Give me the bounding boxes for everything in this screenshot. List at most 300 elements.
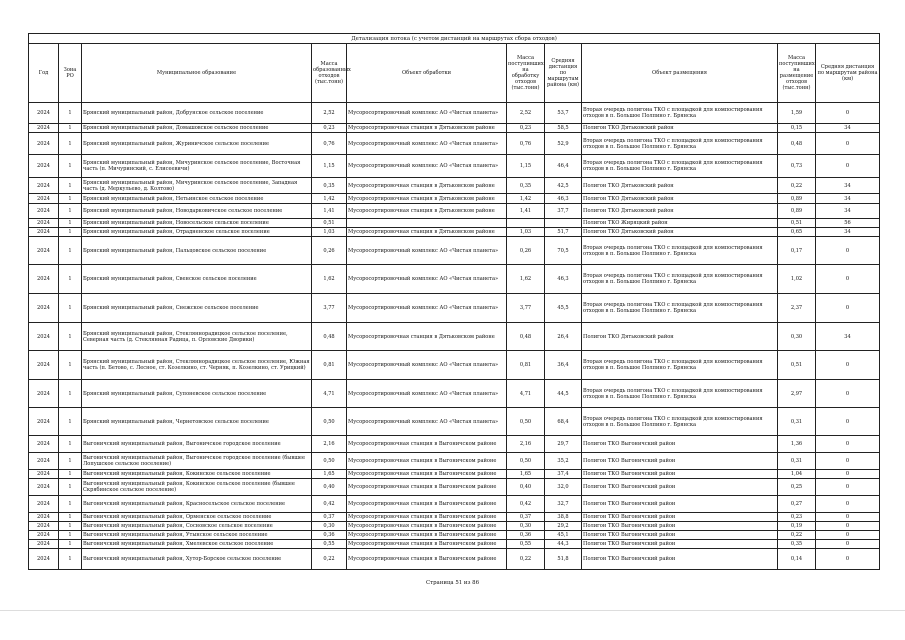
cell-mass-generated: 0,40 xyxy=(312,479,347,496)
cell-mass-generated: 0,23 xyxy=(312,124,347,133)
cell-mass-disposed: 2,37 xyxy=(778,294,816,323)
cell-year: 2024 xyxy=(29,408,59,436)
cell-mass-generated: 1,03 xyxy=(312,228,347,237)
cell-municipality: Брянский муниципальный район, Чернетовское сельское поселение xyxy=(82,408,312,436)
cell-disposal-object: Полигон ТКО Выгоничский район xyxy=(582,522,778,531)
cell-disposal-object: Полигон ТКО Выгоничский район xyxy=(582,540,778,549)
cell-distance-disposal: 0 xyxy=(816,453,880,470)
table-row xyxy=(29,237,880,265)
cell-year: 2024 xyxy=(29,479,59,496)
cell-year: 2024 xyxy=(29,194,59,204)
cell-mass-processed: 1,62 xyxy=(507,265,545,294)
table-body xyxy=(29,103,880,570)
cell-year: 2024 xyxy=(29,219,59,228)
cell-zone: 1 xyxy=(59,178,82,194)
cell-year: 2024 xyxy=(29,204,59,219)
column-header: Масса образованных отходов (тыс.тонн) xyxy=(312,44,347,103)
cell-distance-processing: 44,3 xyxy=(545,540,582,549)
cell-distance-disposal: 0 xyxy=(816,522,880,531)
cell-processing-object: Мусоросортировочный комплекс АО «Чистая планета» xyxy=(347,265,507,294)
table-row xyxy=(29,103,880,124)
cell-distance-processing: 46,3 xyxy=(545,194,582,204)
cell-year: 2024 xyxy=(29,496,59,513)
cell-processing-object: Мусоросортировочный комплекс АО «Чистая планета» xyxy=(347,351,507,380)
cell-mass-disposed: 1,04 xyxy=(778,470,816,479)
table-row xyxy=(29,453,880,470)
cell-mass-disposed: 0,30 xyxy=(778,323,816,351)
cell-mass-processed: 0,26 xyxy=(507,237,545,265)
cell-mass-processed: 1,03 xyxy=(507,228,545,237)
cell-distance-processing: 45,1 xyxy=(545,531,582,540)
cell-processing-object: Мусоросортировочная станция в Выгоничском районе xyxy=(347,479,507,496)
cell-distance-processing: 29,7 xyxy=(545,436,582,453)
cell-municipality: Выгоничский муниципальный район, Кокинское сельское поселение (бывшее Скрябинское сельское поселение) xyxy=(82,479,312,496)
cell-distance-processing: 35,2 xyxy=(545,453,582,470)
cell-distance-disposal: 34 xyxy=(816,178,880,194)
cell-mass-processed: 1,15 xyxy=(507,155,545,178)
cell-zone: 1 xyxy=(59,194,82,204)
cell-distance-processing: 29,2 xyxy=(545,522,582,531)
table-row xyxy=(29,531,880,540)
cell-mass-generated: 0,26 xyxy=(312,237,347,265)
cell-municipality: Брянский муниципальный район, Стекляннорадицкое сельское поселение, Южная часть (п. Бетово, с. Лесное, ст. Козелкино, ст. Черняк, п. Козелкино, ст. Урицкий) xyxy=(82,351,312,380)
cell-municipality: Выгоничский муниципальный район, Красносельское сельское поселение xyxy=(82,496,312,513)
cell-mass-processed: 0,23 xyxy=(507,124,545,133)
cell-mass-processed: 0,36 xyxy=(507,531,545,540)
cell-distance-processing: 38,8 xyxy=(545,513,582,522)
column-header: Зона РО xyxy=(59,44,82,103)
cell-distance-processing: 26,4 xyxy=(545,323,582,351)
cell-disposal-object: Вторая очередь полигона ТКО с площадкой для компостирования отходов в п. Большое Полпино г. Брянска xyxy=(582,294,778,323)
table-super-header: Детализация потока (с учетом дистанций на маршрутах сбора отходов) xyxy=(29,34,880,44)
cell-disposal-object: Вторая очередь полигона ТКО с площадкой для компостирования отходов в п. Большое Полпино г. Брянска xyxy=(582,380,778,408)
cell-mass-processed: 0,55 xyxy=(507,540,545,549)
cell-year: 2024 xyxy=(29,323,59,351)
cell-mass-disposed: 0,35 xyxy=(778,540,816,549)
cell-mass-disposed: 1,02 xyxy=(778,265,816,294)
table-row xyxy=(29,265,880,294)
cell-mass-disposed: 0,89 xyxy=(778,204,816,219)
cell-disposal-object: Вторая очередь полигона ТКО с площадкой для компостирования отходов в п. Большое Полпино г. Брянска xyxy=(582,155,778,178)
cell-disposal-object: Вторая очередь полигона ТКО с площадкой для компостирования отходов в п. Большое Полпино г. Брянска xyxy=(582,237,778,265)
cell-mass-generated: 0,36 xyxy=(312,531,347,540)
cell-distance-disposal: 0 xyxy=(816,380,880,408)
cell-year: 2024 xyxy=(29,124,59,133)
cell-processing-object: Мусоросортировочная станция в Выгоничском районе xyxy=(347,549,507,570)
cell-distance-processing: 46,3 xyxy=(545,265,582,294)
cell-mass-processed: 1,41 xyxy=(507,204,545,219)
cell-mass-generated: 1,15 xyxy=(312,155,347,178)
cell-year: 2024 xyxy=(29,103,59,124)
cell-mass-disposed: 0,22 xyxy=(778,178,816,194)
cell-mass-processed: 0,35 xyxy=(507,178,545,194)
page-footer: Страница 51 из 86 xyxy=(425,580,480,586)
cell-year: 2024 xyxy=(29,178,59,194)
cell-municipality: Брянский муниципальный район, Добрунское сельское поселение xyxy=(82,103,312,124)
cell-municipality: Брянский муниципальный район, Новодарковичское сельское поселение xyxy=(82,204,312,219)
flow-detail-table xyxy=(28,33,880,570)
cell-mass-generated: 0,37 xyxy=(312,513,347,522)
cell-distance-disposal: 0 xyxy=(816,540,880,549)
cell-year: 2024 xyxy=(29,522,59,531)
cell-mass-processed xyxy=(507,219,545,228)
cell-mass-generated: 3,77 xyxy=(312,294,347,323)
cell-zone: 1 xyxy=(59,531,82,540)
cell-mass-processed: 0,37 xyxy=(507,513,545,522)
cell-processing-object: Мусоросортировочная станция в Дятьковском районе xyxy=(347,323,507,351)
cell-year: 2024 xyxy=(29,155,59,178)
cell-mass-disposed: 0,19 xyxy=(778,522,816,531)
cell-mass-disposed: 2,97 xyxy=(778,380,816,408)
cell-mass-disposed: 0,25 xyxy=(778,479,816,496)
cell-processing-object: Мусоросортировочная станция в Выгоничском районе xyxy=(347,531,507,540)
cell-mass-disposed: 0,51 xyxy=(778,351,816,380)
cell-distance-disposal: 0 xyxy=(816,479,880,496)
cell-mass-generated: 4,71 xyxy=(312,380,347,408)
cell-year: 2024 xyxy=(29,513,59,522)
cell-mass-generated: 1,42 xyxy=(312,194,347,204)
table-row xyxy=(29,513,880,522)
cell-disposal-object: Полигон ТКО Выгоничский район xyxy=(582,453,778,470)
cell-municipality: Выгоничский муниципальный район, Выгоничское городское поселение xyxy=(82,436,312,453)
cell-year: 2024 xyxy=(29,294,59,323)
cell-municipality: Брянский муниципальный район, Супоневское сельское поселение xyxy=(82,380,312,408)
column-header: Объект размещения xyxy=(582,44,778,103)
cell-disposal-object: Полигон ТКО Выгоничский район xyxy=(582,531,778,540)
cell-disposal-object: Вторая очередь полигона ТКО с площадкой для компостирования отходов в п. Большое Полпино г. Брянска xyxy=(582,408,778,436)
cell-distance-processing: 42,5 xyxy=(545,178,582,194)
cell-zone: 1 xyxy=(59,155,82,178)
cell-zone: 1 xyxy=(59,522,82,531)
column-header: Масса поступивших на обработку отходов (тыс.тонн) xyxy=(507,44,545,103)
cell-mass-generated: 0,81 xyxy=(312,351,347,380)
table-row xyxy=(29,351,880,380)
cell-disposal-object: Полигон ТКО Выгоничский район xyxy=(582,496,778,513)
cell-year: 2024 xyxy=(29,228,59,237)
cell-mass-disposed: 0,31 xyxy=(778,408,816,436)
cell-zone: 1 xyxy=(59,540,82,549)
cell-distance-disposal: 34 xyxy=(816,204,880,219)
cell-distance-processing: 53,7 xyxy=(545,103,582,124)
table-row xyxy=(29,323,880,351)
cell-mass-disposed: 0,23 xyxy=(778,513,816,522)
cell-zone: 1 xyxy=(59,436,82,453)
cell-processing-object: Мусоросортировочная станция в Выгоничском районе xyxy=(347,470,507,479)
cell-distance-processing: 70,5 xyxy=(545,237,582,265)
table-row xyxy=(29,204,880,219)
table-row xyxy=(29,540,880,549)
table-column-headers xyxy=(29,44,880,103)
cell-disposal-object: Полигон ТКО Дятьковский район xyxy=(582,124,778,133)
cell-disposal-object: Полигон ТКО Дятьковский район xyxy=(582,228,778,237)
cell-mass-generated: 0,76 xyxy=(312,133,347,155)
cell-zone: 1 xyxy=(59,133,82,155)
cell-distance-disposal: 0 xyxy=(816,133,880,155)
document-sheet xyxy=(28,33,879,570)
cell-distance-processing: 58,5 xyxy=(545,124,582,133)
cell-disposal-object: Полигон ТКО Выгоничский район xyxy=(582,513,778,522)
cell-mass-processed: 0,22 xyxy=(507,549,545,570)
table-row xyxy=(29,178,880,194)
cell-processing-object: Мусоросортировочная станция в Выгоничском районе xyxy=(347,513,507,522)
cell-distance-disposal: 56 xyxy=(816,219,880,228)
cell-distance-processing xyxy=(545,219,582,228)
cell-processing-object: Мусоросортировочная станция в Дятьковском районе xyxy=(347,228,507,237)
cell-zone: 1 xyxy=(59,351,82,380)
cell-distance-disposal: 0 xyxy=(816,496,880,513)
table-row xyxy=(29,124,880,133)
table-row xyxy=(29,228,880,237)
cell-mass-disposed: 0,17 xyxy=(778,237,816,265)
cell-municipality: Брянский муниципальный район, Домашовское сельское поселение xyxy=(82,124,312,133)
table-row xyxy=(29,436,880,453)
cell-distance-disposal: 34 xyxy=(816,323,880,351)
cell-distance-disposal: 0 xyxy=(816,549,880,570)
cell-mass-generated: 0,48 xyxy=(312,323,347,351)
cell-distance-disposal: 0 xyxy=(816,470,880,479)
cell-year: 2024 xyxy=(29,133,59,155)
cell-municipality: Брянский муниципальный район, Мичуринское сельское поселение, Восточная часть (п. Мичуринский, с. Елисеевичи) xyxy=(82,155,312,178)
table-row xyxy=(29,155,880,178)
cell-zone: 1 xyxy=(59,228,82,237)
cell-zone: 1 xyxy=(59,408,82,436)
cell-mass-generated: 1,62 xyxy=(312,265,347,294)
cell-mass-processed: 0,30 xyxy=(507,522,545,531)
cell-distance-disposal: 34 xyxy=(816,194,880,204)
cell-disposal-object: Полигон ТКО Выгоничский район xyxy=(582,479,778,496)
cell-municipality: Брянский муниципальный район, Мичуринское сельское поселение, Западная часть (д. Меркульево, д. Колтово) xyxy=(82,178,312,194)
cell-distance-processing: 44,5 xyxy=(545,380,582,408)
cell-disposal-object: Полигон ТКО Жиряцкий район xyxy=(582,219,778,228)
cell-processing-object: Мусоросортировочный комплекс АО «Чистая планета» xyxy=(347,294,507,323)
cell-zone: 1 xyxy=(59,124,82,133)
cell-mass-disposed: 0,73 xyxy=(778,155,816,178)
cell-distance-disposal: 0 xyxy=(816,155,880,178)
column-header: Средняя дистанция по маршрутам района (км) xyxy=(545,44,582,103)
cell-mass-disposed: 0,14 xyxy=(778,549,816,570)
table-row xyxy=(29,470,880,479)
column-header: Средняя дистанция по маршрутам района (км) xyxy=(816,44,880,103)
cell-mass-processed: 1,65 xyxy=(507,470,545,479)
cell-mass-processed: 0,42 xyxy=(507,496,545,513)
cell-mass-generated: 1,65 xyxy=(312,470,347,479)
cell-processing-object: Мусоросортировочный комплекс АО «Чистая планета» xyxy=(347,408,507,436)
cell-mass-disposed: 0,65 xyxy=(778,228,816,237)
cell-municipality: Выгоничский муниципальный район, Сосновское сельское поселение xyxy=(82,522,312,531)
table-row xyxy=(29,219,880,228)
cell-zone: 1 xyxy=(59,380,82,408)
cell-distance-processing: 37,4 xyxy=(545,470,582,479)
cell-distance-processing: 52,9 xyxy=(545,133,582,155)
cell-year: 2024 xyxy=(29,540,59,549)
cell-distance-disposal: 0 xyxy=(816,531,880,540)
column-header: Масса поступивших на размещение отходов (тыс.тонн) xyxy=(778,44,816,103)
cell-disposal-object: Полигон ТКО Дятьковский район xyxy=(582,178,778,194)
cell-municipality: Брянский муниципальный район, Стекляннорадицкое сельское поселение, Северная часть (д. Стеклянная Радица, п. Орловские Дворики) xyxy=(82,323,312,351)
cell-mass-processed: 0,81 xyxy=(507,351,545,380)
cell-municipality: Выгоничский муниципальный район, Орменское сельское поселение xyxy=(82,513,312,522)
cell-mass-disposed: 0,31 xyxy=(778,453,816,470)
cell-distance-disposal: 0 xyxy=(816,265,880,294)
cell-mass-disposed: 1,36 xyxy=(778,436,816,453)
cell-processing-object: Мусоросортировочная станция в Выгоничском районе xyxy=(347,540,507,549)
cell-municipality: Выгоничский муниципальный район, Хутор-Борское сельское поселение xyxy=(82,549,312,570)
cell-disposal-object: Полигон ТКО Дятьковский район xyxy=(582,204,778,219)
cell-disposal-object: Вторая очередь полигона ТКО с площадкой для компостирования отходов в п. Большое Полпино г. Брянска xyxy=(582,103,778,124)
cell-distance-disposal: 0 xyxy=(816,436,880,453)
table-row xyxy=(29,133,880,155)
cell-zone: 1 xyxy=(59,103,82,124)
table-row xyxy=(29,194,880,204)
cell-mass-processed: 0,48 xyxy=(507,323,545,351)
cell-processing-object: Мусоросортировочный комплекс АО «Чистая планета» xyxy=(347,155,507,178)
cell-distance-processing: 36,4 xyxy=(545,351,582,380)
cell-distance-disposal: 0 xyxy=(816,513,880,522)
cell-mass-disposed: 0,89 xyxy=(778,194,816,204)
cell-mass-generated: 0,50 xyxy=(312,453,347,470)
cell-zone: 1 xyxy=(59,219,82,228)
cell-mass-processed: 2,52 xyxy=(507,103,545,124)
cell-distance-processing: 37,7 xyxy=(545,204,582,219)
cell-mass-generated: 0,55 xyxy=(312,540,347,549)
cell-distance-disposal: 0 xyxy=(816,103,880,124)
cell-mass-processed: 3,77 xyxy=(507,294,545,323)
cell-municipality: Брянский муниципальный район, Снежское сельское поселение xyxy=(82,294,312,323)
cell-processing-object: Мусоросортировочный комплекс АО «Чистая планета» xyxy=(347,103,507,124)
cell-municipality: Выгоничский муниципальный район, Утынское сельское поселение xyxy=(82,531,312,540)
cell-year: 2024 xyxy=(29,237,59,265)
cell-disposal-object: Полигон ТКО Выгоничский район xyxy=(582,549,778,570)
table-row xyxy=(29,380,880,408)
cell-municipality: Выгоничский муниципальный район, Хмелевское сельское поселение xyxy=(82,540,312,549)
cell-distance-processing: 45,5 xyxy=(545,294,582,323)
cell-municipality: Брянский муниципальный район, Журиничское сельское поселение xyxy=(82,133,312,155)
cell-mass-disposed: 0,15 xyxy=(778,124,816,133)
cell-municipality: Выгоничский муниципальный район, Кокинское сельское поселение xyxy=(82,470,312,479)
scan-artifact xyxy=(0,610,905,611)
cell-zone: 1 xyxy=(59,204,82,219)
cell-distance-processing: 46,4 xyxy=(545,155,582,178)
cell-year: 2024 xyxy=(29,549,59,570)
cell-municipality: Выгоничский муниципальный район, Выгоничское городское поселение (бывшее Лопушское сельское поселение) xyxy=(82,453,312,470)
cell-mass-generated: 2,16 xyxy=(312,436,347,453)
cell-mass-disposed: 0,48 xyxy=(778,133,816,155)
cell-disposal-object: Полигон ТКО Выгоничский район xyxy=(582,470,778,479)
cell-municipality: Брянский муниципальный район, Нетьинское сельское поселение xyxy=(82,194,312,204)
cell-mass-generated: 0,50 xyxy=(312,408,347,436)
cell-mass-processed: 4,71 xyxy=(507,380,545,408)
cell-processing-object: Мусоросортировочная станция в Дятьковском районе xyxy=(347,194,507,204)
cell-year: 2024 xyxy=(29,436,59,453)
cell-mass-generated: 0,22 xyxy=(312,549,347,570)
cell-processing-object: Мусоросортировочная станция в Выгоничском районе xyxy=(347,496,507,513)
cell-mass-processed: 0,50 xyxy=(507,408,545,436)
cell-processing-object: Мусоросортировочная станция в Выгоничском районе xyxy=(347,522,507,531)
cell-mass-disposed: 0,51 xyxy=(778,219,816,228)
cell-year: 2024 xyxy=(29,470,59,479)
column-header: Объект обработки xyxy=(347,44,507,103)
cell-zone: 1 xyxy=(59,294,82,323)
cell-mass-processed: 2,16 xyxy=(507,436,545,453)
cell-municipality: Брянский муниципальный район, Новосельское сельское поселение xyxy=(82,219,312,228)
cell-municipality: Брянский муниципальный район, Отрадненское сельское поселение xyxy=(82,228,312,237)
cell-zone: 1 xyxy=(59,265,82,294)
cell-mass-processed: 0,40 xyxy=(507,479,545,496)
cell-mass-generated: 0,35 xyxy=(312,178,347,194)
cell-zone: 1 xyxy=(59,453,82,470)
cell-distance-disposal: 0 xyxy=(816,351,880,380)
cell-disposal-object: Вторая очередь полигона ТКО с площадкой для компостирования отходов в п. Большое Полпино г. Брянска xyxy=(582,133,778,155)
cell-zone: 1 xyxy=(59,323,82,351)
column-header: Муниципальное образование xyxy=(82,44,312,103)
cell-disposal-object: Вторая очередь полигона ТКО с площадкой для компостирования отходов в п. Большое Полпино г. Брянска xyxy=(582,351,778,380)
cell-disposal-object: Вторая очередь полигона ТКО с площадкой для компостирования отходов в п. Большое Полпино г. Брянска xyxy=(582,265,778,294)
cell-disposal-object: Полигон ТКО Выгоничский район xyxy=(582,436,778,453)
cell-processing-object: Мусоросортировочная станция в Дятьковском районе xyxy=(347,204,507,219)
cell-disposal-object: Полигон ТКО Дятьковский район xyxy=(582,323,778,351)
cell-municipality: Брянский муниципальный район, Пальцовское сельское поселение xyxy=(82,237,312,265)
cell-mass-processed: 0,76 xyxy=(507,133,545,155)
cell-processing-object: Мусоросортировочный комплекс АО «Чистая планета» xyxy=(347,133,507,155)
cell-mass-generated: 1,41 xyxy=(312,204,347,219)
cell-distance-processing: 32,0 xyxy=(545,479,582,496)
cell-mass-generated: 0,51 xyxy=(312,219,347,228)
cell-year: 2024 xyxy=(29,531,59,540)
cell-zone: 1 xyxy=(59,496,82,513)
cell-mass-processed: 0,50 xyxy=(507,453,545,470)
cell-distance-processing: 51,7 xyxy=(545,228,582,237)
cell-processing-object xyxy=(347,219,507,228)
cell-mass-processed: 1,42 xyxy=(507,194,545,204)
table-row xyxy=(29,294,880,323)
cell-zone: 1 xyxy=(59,549,82,570)
cell-mass-disposed: 0,22 xyxy=(778,531,816,540)
table-row xyxy=(29,408,880,436)
cell-distance-processing: 51,8 xyxy=(545,549,582,570)
column-header: Год xyxy=(29,44,59,103)
table-row xyxy=(29,522,880,531)
table-row xyxy=(29,479,880,496)
cell-mass-generated: 0,42 xyxy=(312,496,347,513)
table-row xyxy=(29,496,880,513)
table-row xyxy=(29,549,880,570)
cell-year: 2024 xyxy=(29,351,59,380)
cell-year: 2024 xyxy=(29,453,59,470)
cell-zone: 1 xyxy=(59,513,82,522)
cell-mass-disposed: 1,59 xyxy=(778,103,816,124)
cell-mass-generated: 0,30 xyxy=(312,522,347,531)
cell-processing-object: Мусоросортировочный комплекс АО «Чистая планета» xyxy=(347,237,507,265)
cell-distance-disposal: 0 xyxy=(816,237,880,265)
cell-year: 2024 xyxy=(29,265,59,294)
cell-processing-object: Мусоросортировочная станция в Выгоничском районе xyxy=(347,453,507,470)
cell-mass-disposed: 0,27 xyxy=(778,496,816,513)
cell-mass-generated: 2,52 xyxy=(312,103,347,124)
cell-distance-disposal: 0 xyxy=(816,294,880,323)
cell-distance-disposal: 34 xyxy=(816,228,880,237)
cell-zone: 1 xyxy=(59,479,82,496)
cell-processing-object: Мусоросортировочная станция в Выгоничском районе xyxy=(347,436,507,453)
cell-processing-object: Мусоросортировочная станция в Дятьковском районе xyxy=(347,124,507,133)
cell-distance-disposal: 34 xyxy=(816,124,880,133)
cell-zone: 1 xyxy=(59,237,82,265)
cell-processing-object: Мусоросортировочный комплекс АО «Чистая планета» xyxy=(347,380,507,408)
cell-year: 2024 xyxy=(29,380,59,408)
cell-zone: 1 xyxy=(59,470,82,479)
cell-municipality: Брянский муниципальный район, Свенское сельское поселение xyxy=(82,265,312,294)
cell-distance-processing: 32,7 xyxy=(545,496,582,513)
cell-distance-disposal: 0 xyxy=(816,408,880,436)
